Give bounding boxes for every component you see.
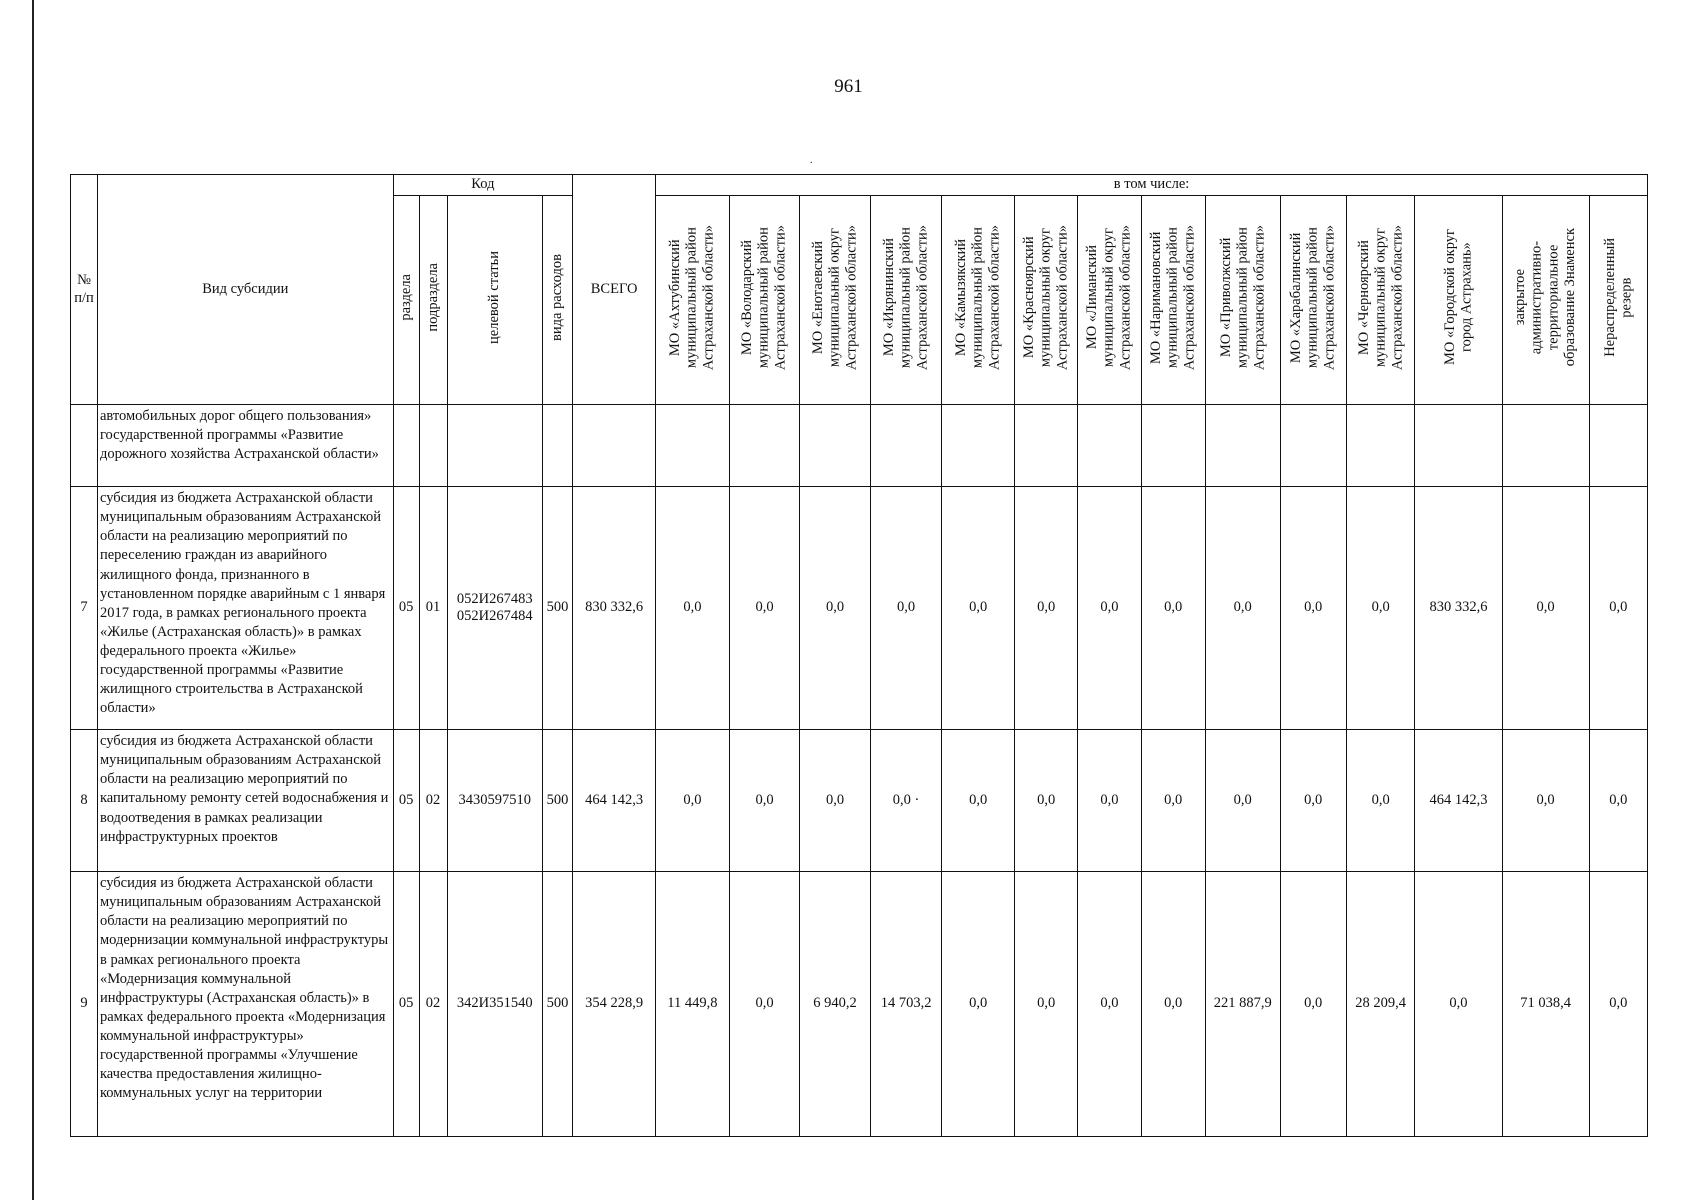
row-value: 0,0 <box>1589 487 1647 730</box>
row-vid: 500 <box>542 487 572 730</box>
header-podrazdel: подраздела <box>419 196 447 405</box>
row-value: 0,0 <box>1141 872 1205 1137</box>
row-razdel: 05 <box>393 487 419 730</box>
row-value: 0,0 <box>656 487 730 730</box>
row-text: субсидия из бюджета Астраханской области муниципальным образованиям Астраханской области на реализацию мероприятий по модернизации коммунальной инфраструктуры в рамках регионального проекта «Модернизация коммунальной инфраструктуры (Астраханская область)» в рамках федерального проекта «Модернизация коммунальной инфраструктуры» государственной программы «Улучшение качества предоставления жилищно-коммунальных услуг на территории <box>97 872 393 1137</box>
row-value: 0,0 <box>729 730 800 872</box>
row-podrazdel: 02 <box>419 730 447 872</box>
header-num: № п/п <box>71 175 98 405</box>
row-vid: 500 <box>542 872 572 1137</box>
row-value: 0,0 <box>1502 487 1589 730</box>
header-including: в том числе: <box>656 175 1648 196</box>
row-value: 0,0 <box>1280 730 1346 872</box>
row-total: 830 332,6 <box>573 487 656 730</box>
row-value: 0,0 <box>1141 730 1205 872</box>
row-value: 464 142,3 <box>1415 730 1502 872</box>
row-value: 221 887,9 <box>1205 872 1280 1137</box>
row-razdel: 05 <box>393 730 419 872</box>
row-total: 464 142,3 <box>573 730 656 872</box>
header-mo-10: МО «Харабалинский муниципальный район Астраханской области» <box>1280 196 1346 405</box>
left-margin-line <box>32 0 34 1200</box>
header-code-group: Код <box>393 175 572 196</box>
row-value: 0,0 <box>1415 872 1502 1137</box>
row-value: 11 449,8 <box>656 872 730 1137</box>
row-value: 0,0 <box>1502 730 1589 872</box>
row-razdel: 05 <box>393 872 419 1137</box>
row-article: 342И351540 <box>447 872 542 1137</box>
row-article: 3430597510 <box>447 730 542 872</box>
header-mo-11: МО «Черноярский муниципальный округ Астраханской области» <box>1346 196 1414 405</box>
header-subsidy-type: Вид субсидии <box>97 175 393 405</box>
header-mo-4: МО «Икрянинский муниципальный район Астраханской области» <box>870 196 942 405</box>
header-mo-8: МО «Наримановский муниципальный район Астраханской области» <box>1141 196 1205 405</box>
row-value: 0,0 <box>800 487 871 730</box>
row-value: 0,0 <box>1078 730 1141 872</box>
row-podrazdel: 01 <box>419 487 447 730</box>
row-text: субсидия из бюджета Астраханской области муниципальным образованиям Астраханской области на реализацию мероприятий по капитальному ремонту сетей водоснабжения и водоотведения в рамках реализации инфраструктурных проектов <box>97 730 393 872</box>
row-value: 0,0 <box>1014 872 1077 1137</box>
header-row-1 <box>71 175 1648 196</box>
row-podrazdel: 02 <box>419 872 447 1137</box>
row-value: 0,0 <box>942 730 1015 872</box>
header-mo-2: МО «Володарский муниципальный район Астраханской области» <box>729 196 800 405</box>
subsidy-table <box>70 174 1648 1137</box>
row-value: 0,0 <box>729 872 800 1137</box>
row-num: 8 <box>71 730 98 872</box>
row-total: 354 228,9 <box>573 872 656 1137</box>
header-mo-1: МО «Ахтубинский муниципальный район Астраханской области» <box>656 196 730 405</box>
header-mo-14: Нераспределенный резерв <box>1589 196 1647 405</box>
row-value: 0,0 <box>1589 730 1647 872</box>
row-value: 0,0 <box>1014 730 1077 872</box>
header-mo-9: МО «Приволжский муниципальный район Астраханской области» <box>1205 196 1280 405</box>
row-value: 6 940,2 <box>800 872 871 1137</box>
row-value: 0,0 <box>1589 872 1647 1137</box>
header-razdel: раздела <box>393 196 419 405</box>
row-value: 0,0 <box>729 487 800 730</box>
header-mo-3: МО «Енотаевский муниципальный округ Астраханской области» <box>800 196 871 405</box>
table-row-continuation <box>71 405 1648 487</box>
row-value: 0,0 <box>1280 872 1346 1137</box>
row-value: 14 703,2 <box>870 872 942 1137</box>
row-value: 71 038,4 <box>1502 872 1589 1137</box>
row-value: 0,0 <box>870 487 942 730</box>
row-value: 28 209,4 <box>1346 872 1414 1137</box>
row-value: 0,0 <box>1346 487 1414 730</box>
row-value: 0,0 <box>942 487 1015 730</box>
header-mo-6: МО «Красноярский муниципальный округ Астраханской области» <box>1014 196 1077 405</box>
table-row <box>71 872 1648 1137</box>
row-value: 0,0 <box>1078 872 1141 1137</box>
header-target-article: целевой статьи <box>447 196 542 405</box>
header-expense-type: вида расходов <box>542 196 572 405</box>
table-row <box>71 487 1648 730</box>
row-value: 0,0 <box>1205 730 1280 872</box>
row-value: 0,0 <box>1014 487 1077 730</box>
header-mo-12: МО «Городской округ город Астрахань» <box>1415 196 1502 405</box>
row-vid: 500 <box>542 730 572 872</box>
stray-mark: . <box>810 155 813 166</box>
row-value: 0,0 <box>1078 487 1141 730</box>
header-mo-13: закрытое административно- территориальное образование Знаменск <box>1502 196 1589 405</box>
row-num: 7 <box>71 487 98 730</box>
row-value: 830 332,6 <box>1415 487 1502 730</box>
row-value: 0,0 <box>1346 730 1414 872</box>
row-value: 0,0 <box>800 730 871 872</box>
page-number: 961 <box>834 76 863 97</box>
row-value: 0,0 <box>1280 487 1346 730</box>
header-total: ВСЕГО <box>573 175 656 405</box>
continuation-text: автомобильных дорог общего пользования» государственной программы «Развитие дорожного хозяйства Астраханской области» <box>97 405 393 487</box>
row-num: 9 <box>71 872 98 1137</box>
row-article: 052И267483 052И267484 <box>447 487 542 730</box>
row-value: 0,0 <box>1141 487 1205 730</box>
header-mo-7: МО «Лиманский муниципальный округ Астраханской области» <box>1078 196 1141 405</box>
row-value: 0,0 <box>1205 487 1280 730</box>
row-value: 0,0 <box>942 872 1015 1137</box>
row-value: 0,0 <box>656 730 730 872</box>
header-mo-5: МО «Камызякский муниципальный район Астраханской области» <box>942 196 1015 405</box>
table-row <box>71 730 1648 872</box>
row-text: субсидия из бюджета Астраханской области муниципальным образованиям Астраханской области на реализацию мероприятий по переселению граждан из аварийного жилищного фонда, признанного в установленном порядке аварийным с 1 января 2017 года, в рамках регионального проекта «Жилье (Астраханская область)» в рамках федерального проекта «Жилье» государственной программы «Развитие жилищного строительства в Астраханской области» <box>97 487 393 730</box>
row-value: 0,0 · <box>870 730 942 872</box>
